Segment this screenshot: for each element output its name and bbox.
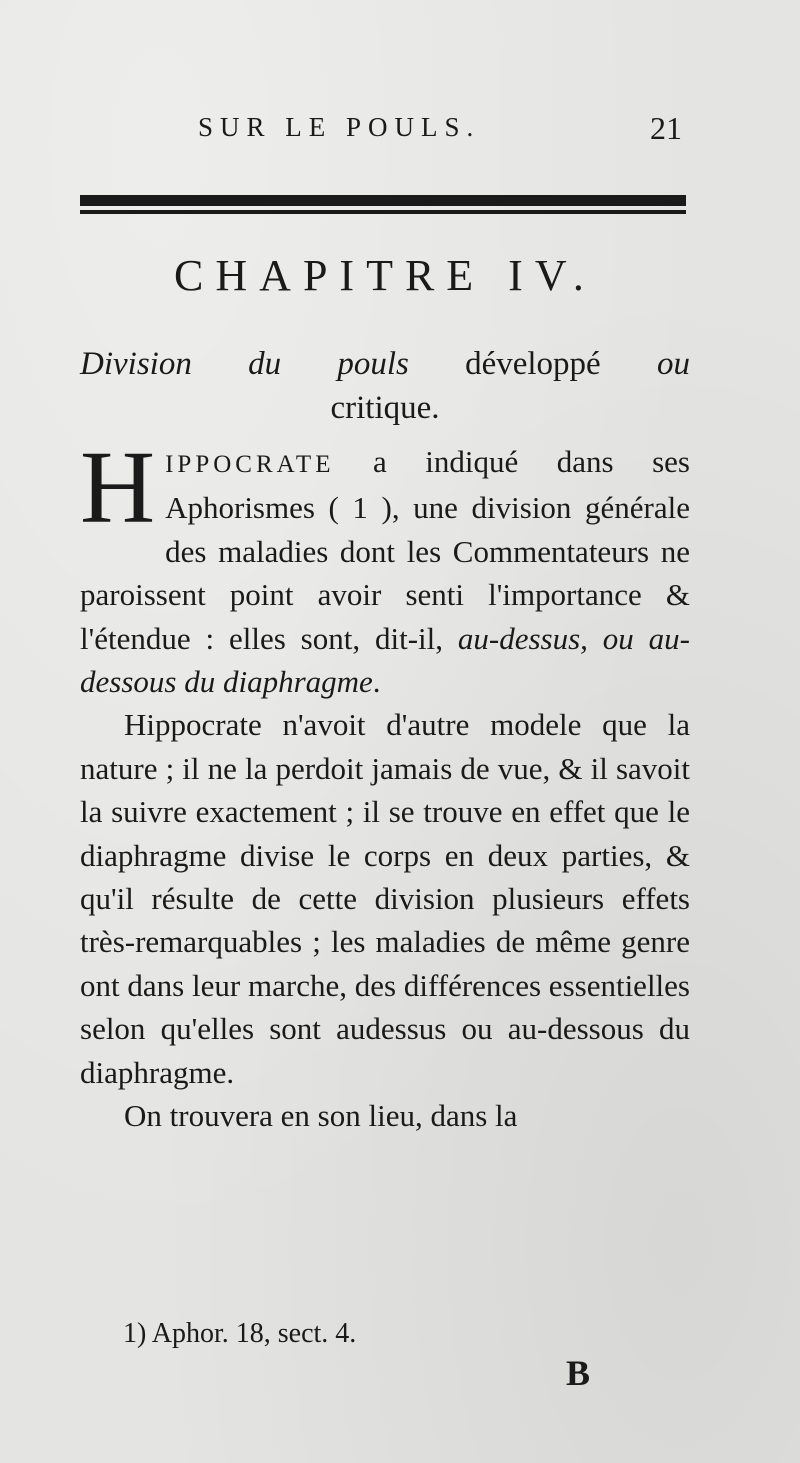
page-number: 21 (650, 110, 682, 146)
paragraph-1-italic: au-dessus, ou au-dessous du diaphragme (80, 620, 690, 700)
subtitle-word: pouls (337, 346, 409, 382)
subtitle-line-1 (80, 342, 690, 386)
subtitle-word: du (248, 346, 282, 382)
running-head: SUR LE POULS. (198, 112, 481, 142)
footnote: 1) Aphor. 18, sect. 4. (123, 1318, 357, 1349)
chapter-title: CHAPITRE IV. (174, 251, 596, 300)
header-rule-thick (80, 195, 686, 206)
paragraph-2: Hippocrate n'avoit d'autre modele que la nature ; il ne la perdoit jamais de vue, & il savoit la suivre exactement ; il se trouve en effet que le diaphragme divise le corps en deux parties, & qu'il résulte de cette division plusieurs effets très-remarquables ; les maladies de même genre ont dans leur marche, des différences essentielles selon qu'elles sont audessus ou au-dessous du diaphragme. (80, 707, 690, 1090)
header-rule (80, 195, 686, 215)
signature-mark: B (566, 1353, 591, 1393)
subtitle-word: ou (656, 346, 690, 382)
paragraph-1-text: a indiqué dans ses Aphorismes ( 1 ), une division générale des maladies dont les Commentateurs ne paroissent point avoir senti l'importance & l'étendue : elles sont, dit-il, (80, 444, 690, 656)
page-header (80, 112, 690, 152)
subtitle-word: Division (80, 346, 192, 382)
chapter-subtitle (80, 342, 690, 430)
paragraph-1-end: . (372, 664, 381, 700)
paragraph-1 (80, 430, 690, 703)
header-rule-thin (80, 210, 686, 214)
author-name-smallcaps: IPPOCRATE (165, 451, 335, 478)
subtitle-word: développé (465, 346, 601, 382)
subtitle-line-2: critique. (330, 390, 440, 426)
drop-cap: H (80, 430, 156, 545)
body-text (80, 430, 690, 1138)
paragraph-3: On trouvera en son lieu, dans la (124, 1098, 518, 1134)
